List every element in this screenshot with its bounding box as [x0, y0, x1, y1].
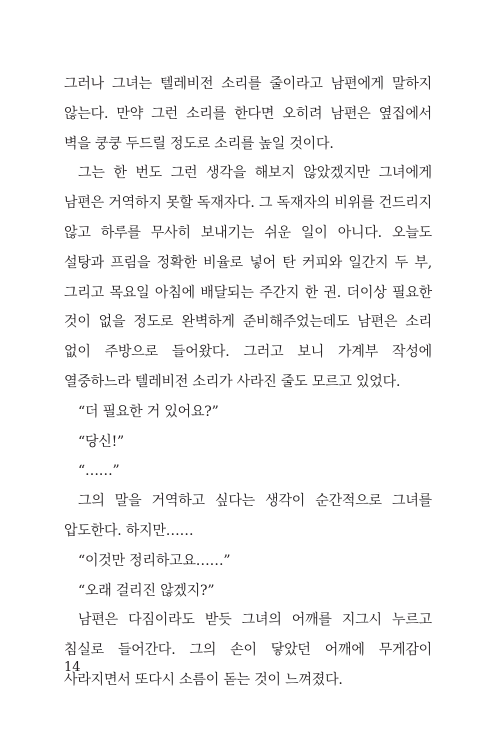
paragraph-1: 그러나 그녀는 텔레비전 소리를 줄이라고 남편에게 말하지 않는다. 만약 그런 소리를 한다면 오히려 남편은 옆집에서 벽을 쿵쿵 두드릴 정도로 소리를 높일 것이다. [64, 76, 432, 152]
dialogue-line-3: “……” [78, 463, 120, 480]
body-text [64, 70, 432, 696]
dialogue-line-1: “더 필요한 거 있어요?” [78, 403, 219, 420]
paragraph-4: 남편은 다짐이라도 받듯 그녀의 어깨를 지그시 누르고 침실로 들어간다. 그의 손이 닿았던 어깨에 무게감이 사라지면서 또다시 소름이 돋는 것이 느껴졌다. [64, 612, 432, 688]
dialogue-line-2: “당신!” [78, 433, 124, 450]
page-number: 14 [64, 660, 81, 675]
paragraph-2: 그는 한 번도 그런 생각을 해보지 않았겠지만 그녀에게 남편은 거역하지 못할 독재자다. 그 독재자의 비위를 건드리지 않고 하루를 무사히 보내기는 쉬운 일이 아니다. 오늘도 설탕과 프림을 정확한 비율로 넣어 탄 커피와 일간지 두 부, 그리고 목요일 아침에 배달되는 주간지 한 권. 더이상 필요한 것이 없을 정도로 완벽하게 준비해주었는데도 남편은 소리 없이 주방으로 들어왔다. 그러고 보니 가계부 작성에 열중하느라 텔레비전 소리가 사라진 줄도 모르고 있었다. [64, 165, 432, 390]
dialogue-line-4: “이것만 정리하고요……” [78, 552, 231, 569]
paragraph-3: 그의 말을 거역하고 싶다는 생각이 순간적으로 그녀를 압도한다. 하지만…… [64, 493, 432, 539]
dialogue-line-5: “오래 걸리진 않겠지?” [78, 582, 215, 599]
